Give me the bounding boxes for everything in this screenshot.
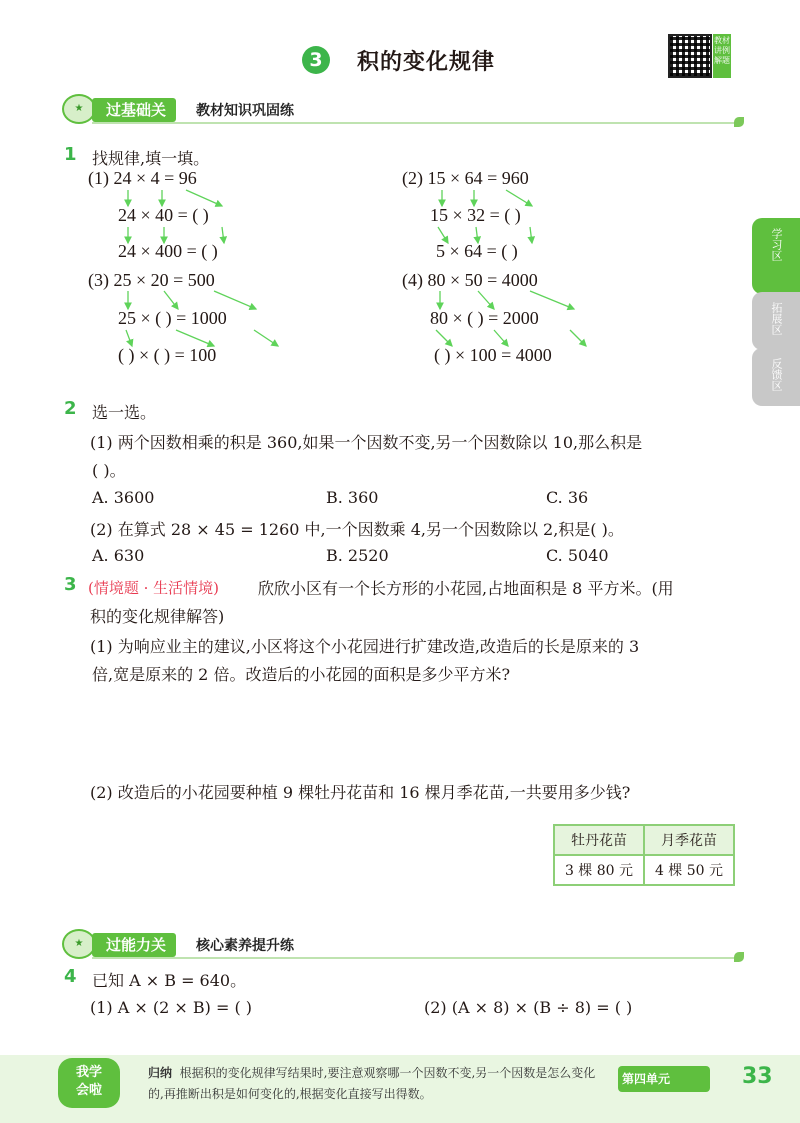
equation-line: 24 × 400 = ( ) xyxy=(118,241,218,261)
arrow xyxy=(478,291,494,309)
summary-label: 归纳 xyxy=(148,1066,173,1080)
question-text: (1) 两个因数相乘的积是 360,如果一个因数不变,另一个因数除以 10,那么积是 xyxy=(90,433,643,452)
question-text: (1) A × (2 × B) = ( ) xyxy=(90,998,253,1017)
question-prompt: 选一选。 xyxy=(92,403,157,422)
table-header: 牡丹花苗 xyxy=(554,825,644,855)
question-text: 欣欣小区有一个长方形的小花园,占地面积是 8 平方米。(用 xyxy=(258,579,674,598)
section-subtitle: 核心素养提升练 xyxy=(196,938,294,954)
arrow xyxy=(530,227,532,243)
arrow xyxy=(222,227,224,243)
arrow xyxy=(176,330,214,346)
equation-line: (3) 25 × 20 = 500 xyxy=(88,270,215,290)
equation-line: 15 × 32 = ( ) xyxy=(430,205,521,225)
question-text: 积的变化规律解答) xyxy=(90,607,225,626)
question-text: (2) (A × 8) × (B ÷ 8) = ( ) xyxy=(424,998,633,1017)
option-a[interactable]: A. 630 xyxy=(92,546,145,565)
option-a[interactable]: A. 3600 xyxy=(92,488,155,507)
arrow xyxy=(436,330,452,346)
equation-line: 80 × ( ) = 2000 xyxy=(430,308,539,328)
badge-line: 会啦 xyxy=(75,1083,102,1098)
unit-label: 第四单元 xyxy=(618,1066,710,1092)
relation-arrows xyxy=(0,0,800,400)
tab-label: 学习区 xyxy=(770,228,783,261)
arrow xyxy=(506,190,532,206)
arrow xyxy=(494,330,508,346)
equation-line: (4) 80 × 50 = 4000 xyxy=(402,270,538,290)
arrow xyxy=(186,190,222,206)
table-header: 月季花苗 xyxy=(644,825,734,855)
divider xyxy=(92,957,742,959)
arrow xyxy=(570,330,586,346)
page-number: 33 xyxy=(742,1064,773,1089)
option-b[interactable]: B. 360 xyxy=(326,488,379,507)
badge-icon: ★ xyxy=(62,929,96,959)
context-tag: (情境题 · 生活情境) xyxy=(88,579,220,597)
equation-line: 25 × ( ) = 1000 xyxy=(118,308,227,328)
section-tag: 过能力关 xyxy=(92,933,176,957)
question-text: ( )。 xyxy=(92,461,126,480)
arrow xyxy=(214,291,256,309)
tab-label: 反馈区 xyxy=(770,358,783,391)
summary-text xyxy=(148,1063,610,1105)
option-c[interactable]: C. 5040 xyxy=(546,546,609,565)
question-number: 1 xyxy=(64,144,77,165)
summary-badge xyxy=(58,1058,120,1108)
table-cell: 4 棵 50 元 xyxy=(644,855,734,885)
question-text: 倍,宽是原来的 2 倍。改造后的小花园的面积是多少平方米? xyxy=(92,665,511,684)
badge-line: 我学 xyxy=(75,1065,102,1080)
arrow xyxy=(164,291,178,309)
question-prompt: 已知 A × B = 640。 xyxy=(92,971,247,990)
question-number: 4 xyxy=(64,966,77,987)
page-title: 积的变化规律 xyxy=(357,50,496,75)
question-text: (2) 改造后的小花园要种植 9 棵牡丹花苗和 16 棵月季花苗,一共要用多少钱? xyxy=(90,783,631,802)
leaf-icon xyxy=(734,952,744,962)
option-c[interactable]: C. 36 xyxy=(546,488,589,507)
arrow xyxy=(254,330,278,346)
qr-code-tag: 教材讲例解题 xyxy=(713,34,731,78)
lesson-number-badge: 3 xyxy=(302,46,330,74)
option-b[interactable]: B. 2520 xyxy=(326,546,389,565)
tab-label: 拓展区 xyxy=(770,302,783,335)
price-table xyxy=(553,824,735,886)
badge-icon: ★ xyxy=(62,94,96,124)
arrow xyxy=(126,330,132,346)
arrow xyxy=(438,227,448,243)
question-text: (2) 在算式 28 × 45 = 1260 中,一个因数乘 4,另一个因数除以 2,积是( )。 xyxy=(90,520,624,539)
question-number: 2 xyxy=(64,398,77,419)
equation-line: (1) 24 × 4 = 96 xyxy=(88,168,197,188)
equation-line: 24 × 40 = ( ) xyxy=(118,205,209,225)
arrow xyxy=(476,227,478,243)
table-cell: 3 棵 80 元 xyxy=(554,855,644,885)
equation-line: (2) 15 × 64 = 960 xyxy=(402,168,529,188)
summary-body: 根据积的变化规律写结果时,要注意观察哪一个因数不变,另一个因数是怎么变化的,再推断出积是如何变化的,根据变化直接写出得数。 xyxy=(148,1066,596,1101)
arrow xyxy=(530,291,574,309)
equation-line: ( ) × 100 = 4000 xyxy=(434,345,552,365)
section-header-ability xyxy=(62,933,742,957)
question-text: (1) 为响应业主的建议,小区将这个小花园进行扩建改造,改造后的长是原来的 3 xyxy=(90,637,640,656)
equation-line: 5 × 64 = ( ) xyxy=(436,241,518,261)
section-tag: 过基础关 xyxy=(92,98,176,122)
section-subtitle: 教材知识巩固练 xyxy=(196,103,294,119)
question-prompt: 找规律,填一填。 xyxy=(92,149,210,168)
equation-line: ( ) × ( ) = 100 xyxy=(118,345,217,365)
question-number: 3 xyxy=(64,574,77,595)
